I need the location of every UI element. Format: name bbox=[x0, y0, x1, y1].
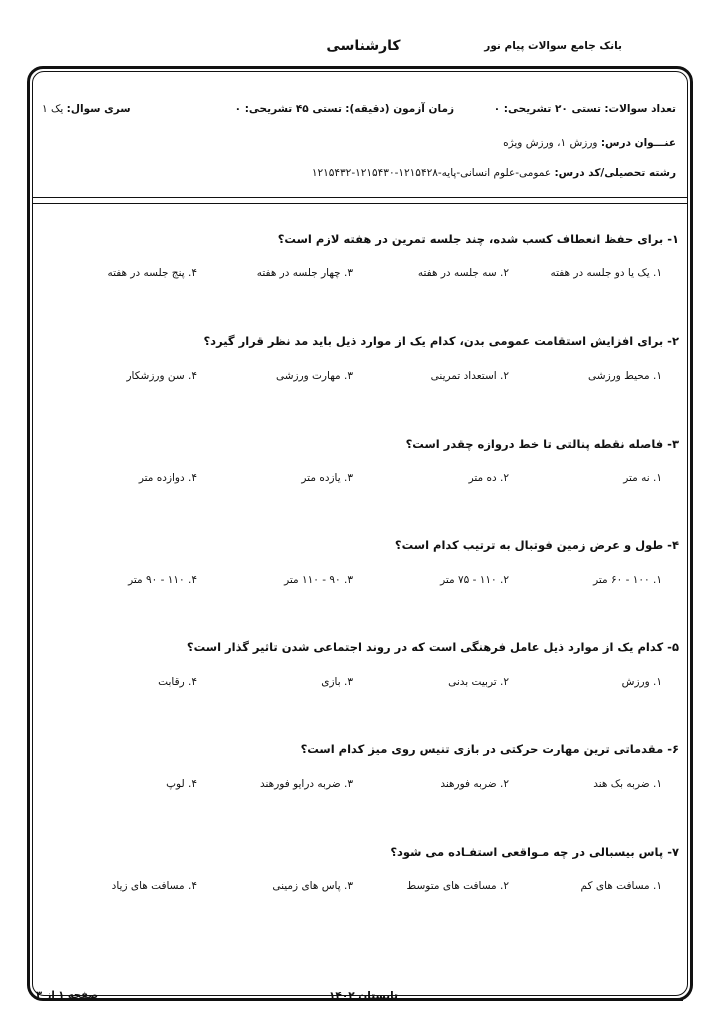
info-divider-top bbox=[33, 197, 687, 198]
question-6-option-2[interactable]: ۲. ضربه فورهند bbox=[440, 778, 509, 790]
question-3: ۳- فاصله نقطه پنالتی تا خط دروازه چقدر است؟ bbox=[405, 437, 679, 451]
page-number: صفحه ۱ از ۳ bbox=[36, 990, 98, 1001]
question-3-option-2[interactable]: ۲. ده متر bbox=[468, 472, 509, 484]
question-count-value: تستی ۲۰ تشریحی: ۰ bbox=[493, 103, 601, 115]
exam-info-box bbox=[32, 71, 688, 205]
question-7-option-4[interactable]: ۴. مسافت های زیاد bbox=[111, 880, 197, 892]
question-5: ۵- کدام یک از موارد ذیل عامل فرهنگی است که در روند اجتماعی شدن تاثیر گذار است؟ bbox=[186, 640, 679, 654]
question-4-option-4[interactable]: ۴. ۱۱۰ - ۹۰ متر bbox=[128, 574, 197, 586]
question-7-option-3[interactable]: ۳. پاس های زمینی bbox=[272, 880, 353, 892]
course-title-value: ورزش ۱، ورزش ویژه bbox=[503, 137, 598, 149]
question-4-option-2[interactable]: ۲. ۱۱۰ - ۷۵ متر bbox=[440, 574, 509, 586]
question-4: ۴- طول و عرض زمین فوتبال به ترتیب کدام است؟ bbox=[394, 538, 679, 552]
question-7-option-2[interactable]: ۲. مسافت های متوسط bbox=[406, 880, 509, 892]
exam-term: تابستان ۱۴۰۲ bbox=[329, 990, 398, 1002]
question-2-option-2[interactable]: ۲. استعداد تمرینی bbox=[430, 370, 509, 382]
exam-time-label: زمان آزمون (دقیقه): bbox=[345, 103, 454, 115]
field-and-course-code bbox=[312, 167, 676, 179]
question-5-option-3[interactable]: ۳. بازی bbox=[321, 676, 353, 688]
question-6-option-1[interactable]: ۱. ضربه بک هند bbox=[593, 778, 662, 790]
question-6-option-3[interactable]: ۳. ضربه درایو فورهند bbox=[260, 778, 353, 790]
question-3-option-3[interactable]: ۳. یازده متر bbox=[301, 472, 353, 484]
question-2-option-4[interactable]: ۴. سن ورزشکار bbox=[126, 370, 197, 382]
exam-time-value: تستی ۴۵ تشریحی: ۰ bbox=[234, 103, 342, 115]
exam-time bbox=[235, 103, 454, 115]
question-1-option-3[interactable]: ۳. چهار جلسه در هفته bbox=[256, 267, 353, 279]
question-5-option-4[interactable]: ۴. رقابت bbox=[158, 676, 197, 688]
course-title-label: عنـــوان درس: bbox=[600, 137, 676, 149]
series-value: یک ۱ bbox=[42, 103, 64, 115]
question-6: ۶- مقدماتی ترین مهارت حرکتی در بازی تنیس روی میز کدام است؟ bbox=[300, 742, 679, 756]
question-2-option-1[interactable]: ۱. محیط ورزشی bbox=[588, 370, 662, 382]
question-7: ۷- پاس بیسبالی در چه مـواقعی استفـاده می شود؟ bbox=[390, 845, 679, 859]
field-code-label: رشته تحصیلی/کد درس: bbox=[554, 167, 676, 179]
question-6-option-4[interactable]: ۴. لوپ bbox=[166, 778, 197, 790]
course-title bbox=[503, 137, 676, 149]
question-7-option-1[interactable]: ۱. مسافت های کم bbox=[580, 880, 662, 892]
field-code-value: عمومی-علوم انسانی-پایه-۱۲۱۵۴۲۸-۱۲۱۵۴۳۰-۱۲۱۵۴۳۲ bbox=[311, 167, 552, 179]
question-2: ۲- برای افزایش استقامت عمومی بدن، کدام یک از موارد ذیل باید مد نظر قرار گیرد؟ bbox=[203, 334, 679, 348]
info-divider-bottom bbox=[33, 203, 687, 204]
question-2-option-3[interactable]: ۳. مهارت ورزشی bbox=[275, 370, 353, 382]
question-1-option-2[interactable]: ۲. سه جلسه در هفته bbox=[417, 267, 509, 279]
question-1-option-1[interactable]: ۱. یک یا دو جلسه در هفته bbox=[550, 267, 662, 279]
question-series bbox=[42, 103, 131, 115]
question-3-option-4[interactable]: ۴. دوازده متر bbox=[138, 472, 197, 484]
question-4-option-1[interactable]: ۱. ۱۰۰ - ۶۰ متر bbox=[593, 574, 662, 586]
question-5-option-2[interactable]: ۲. تربیت بدنی bbox=[448, 676, 509, 688]
question-bank-label: بانک جامع سوالات پیام نور bbox=[484, 40, 622, 52]
question-5-option-1[interactable]: ۱. ورزش bbox=[621, 676, 662, 688]
series-label: سری سوال: bbox=[66, 103, 131, 115]
question-1: ۱- برای حفظ انعطاف کسب شده، چند جلسه تمرین در هفته لازم است؟ bbox=[277, 232, 679, 246]
degree-title: کارشناسی bbox=[326, 38, 401, 54]
question-4-option-3[interactable]: ۳. ۹۰ - ۱۱۰ متر bbox=[284, 574, 353, 586]
question-count-label: تعداد سوالات: bbox=[604, 103, 676, 115]
question-3-option-1[interactable]: ۱. نه متر bbox=[623, 472, 662, 484]
page-header bbox=[0, 34, 727, 64]
question-1-option-4[interactable]: ۴. پنج جلسه در هفته bbox=[107, 267, 197, 279]
question-count bbox=[494, 103, 676, 115]
